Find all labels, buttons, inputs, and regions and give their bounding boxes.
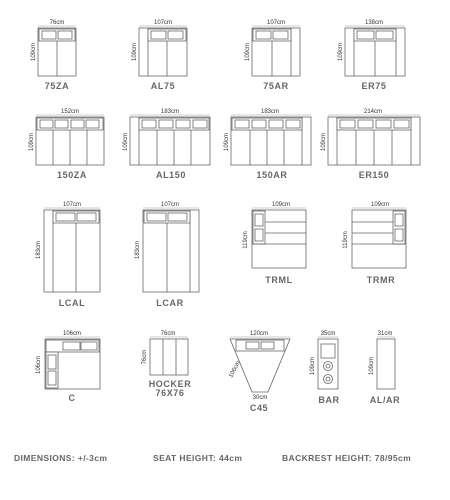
module-hocker — [142, 331, 191, 398]
footer — [14, 453, 411, 463]
module-75ar — [245, 20, 300, 91]
module-bar-depth: 109cm — [310, 356, 316, 376]
module-er150-name: ER150 — [358, 170, 390, 180]
module-c45-name: C45 — [249, 403, 269, 413]
module-150za — [29, 109, 104, 180]
module-bar — [310, 331, 340, 405]
module-er75-width: 138cm — [364, 20, 384, 26]
module-lcal-name: LCAL — [58, 298, 86, 308]
module-trmr — [343, 202, 406, 285]
module-trml — [243, 202, 306, 285]
module-al150-name: AL150 — [155, 170, 187, 180]
module-75ar-name: 75AR — [263, 81, 289, 91]
module-150ar — [224, 109, 311, 180]
module-er75-name: ER75 — [361, 81, 387, 91]
module-lcar-depth: 183cm — [135, 240, 141, 260]
module-trml-width: 109cm — [271, 202, 291, 208]
module-al75-width: 107cm — [153, 20, 173, 26]
module-lcar — [135, 202, 199, 308]
module-alar-width: 31cm — [377, 331, 393, 337]
module-er150 — [321, 109, 420, 180]
module-c-width: 106cm — [62, 331, 82, 337]
module-er75 — [338, 20, 405, 91]
module-trmr-width: 109cm — [370, 202, 390, 208]
module-alar — [369, 331, 400, 405]
module-alar-name: AL/AR — [369, 395, 401, 405]
module-al150-depth: 109cm — [123, 132, 129, 152]
module-lcal-depth: 183cm — [36, 240, 42, 260]
module-al150-width: 183cm — [160, 109, 180, 115]
module-150za-name: 150ZA — [56, 170, 88, 180]
module-c45-depth: 106cm — [228, 360, 242, 379]
module-alar-depth: 109cm — [369, 356, 375, 376]
module-hocker-width: 76cm — [160, 331, 176, 337]
module-c45-bottom: 30cm — [252, 395, 268, 401]
module-c — [36, 331, 100, 403]
module-hocker-depth: 76cm — [142, 349, 148, 365]
module-75za — [31, 20, 76, 91]
module-lcal — [36, 202, 100, 308]
module-150ar-width: 183cm — [260, 109, 280, 115]
module-lcar-name: LCAR — [156, 298, 184, 308]
module-150ar-name: 150AR — [256, 170, 288, 180]
module-trmr-name: TRMR — [366, 275, 396, 285]
module-er150-width: 214cm — [363, 109, 383, 115]
module-er75-depth: 109cm — [338, 42, 344, 62]
module-trml-name: TRML — [265, 275, 293, 285]
module-c-name: C — [68, 393, 76, 403]
module-al75-name: AL75 — [150, 81, 176, 91]
module-er150-depth: 109cm — [321, 132, 327, 152]
module-al75-depth: 109cm — [132, 42, 138, 62]
module-trml-depth: 119cm — [243, 231, 249, 249]
module-c-depth: 106cm — [36, 355, 42, 375]
module-150za-depth: 109cm — [29, 132, 35, 152]
module-al150 — [123, 109, 210, 180]
module-lcar-width: 107cm — [160, 202, 180, 208]
module-hocker-size: 76X76 — [155, 388, 185, 398]
footer-dimensions: DIMENSIONS: +/-3cm — [14, 453, 108, 463]
module-150ar-depth: 109cm — [224, 132, 230, 152]
module-75za-depth: 109cm — [31, 42, 37, 62]
footer-backrest-height: BACKREST HEIGHT: 78/95cm — [282, 453, 412, 463]
footer-seat-height: SEAT HEIGHT: 44cm — [153, 453, 243, 463]
module-bar-width: 35cm — [320, 331, 336, 337]
module-75za-width: 76cm — [49, 20, 65, 26]
module-bar-name: BAR — [318, 395, 340, 405]
module-75za-name: 75ZA — [44, 81, 70, 91]
module-150za-width: 152cm — [60, 109, 80, 115]
module-trmr-depth: 119cm — [343, 231, 349, 249]
module-c45-width: 120cm — [249, 331, 269, 337]
module-75ar-width: 107cm — [266, 20, 286, 26]
module-lcal-width: 107cm — [62, 202, 82, 208]
module-c45 — [228, 331, 290, 413]
module-hocker-name: HOCKER — [148, 379, 192, 389]
module-al75 — [132, 20, 187, 91]
module-75ar-depth: 109cm — [245, 42, 251, 62]
